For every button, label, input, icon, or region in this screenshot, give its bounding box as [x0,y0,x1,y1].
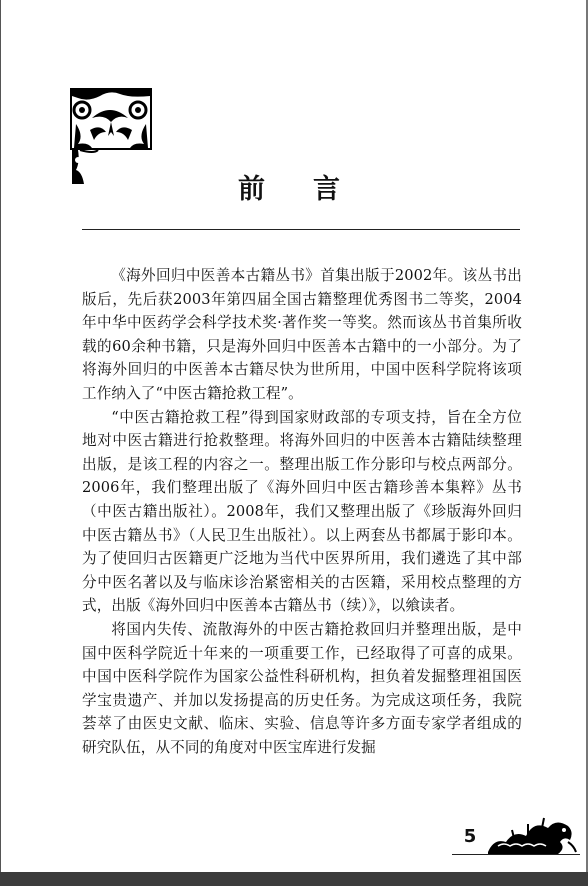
preface-body [82,264,522,759]
page-title [238,166,418,206]
title-rule [82,229,520,230]
page-number: 5 [463,826,477,847]
title-char-1: 前 [238,173,271,205]
page-edge-left [0,0,1,886]
dragon-ornament-icon [484,808,578,858]
bottom-edge-bar [0,872,588,886]
paragraph-3: 将国内失传、流散海外的中医古籍抢救回归并整理出版，是中国中医科学院近十年来的一项重要工作，已经取得了可喜的成果。中国中医科学院作为国家公益性科研机构，担负着发掘整理祖国医学宝贵遗产、并加以发扬提高的历史任务。为完成这项任务，我院荟萃了由医史文献、临床、实验、信息等许多方面专家学者组成的研究队伍，从不同的角度对中医宝库进行发掘 [82,620,522,756]
title-char-2: 言 [313,173,346,205]
paragraph-1: 《海外回归中医善本古籍丛书》首集出版于2002年。该丛书出版后，先后获2003年第四届全国古籍整理优秀图书二等奖，2004年中华中医药学会科学技术奖·著作奖一等奖。然而该丛书首集所收载的60余种书籍，只是海外回归中医善本古籍中的一小部分。为了将海外回归的中医善本古籍尽快为世所用，中国中医科学院将该项工作纳入了“中医古籍抢救工程”。 [82,267,522,402]
paragraph-2: “中医古籍抢救工程”得到国家财政部的专项支持，旨在全方位地对中医古籍进行抢救整理。将海外回归的中医善本古籍陆续整理出版，是该工程的内容之一。整理出版工作分影印与校点两部分。2006年，我们整理出版了《海外回归中医古籍珍善本集粹》丛书（中医古籍出版社）。2008年，我们又整理出版了《珍版海外回归中医古籍丛书》（人民卫生出版社）。以上两套丛书都属于影印本。为了使回归古医籍更广泛地为当代中医界所用，我们遴选了其中部分中医名著以及与临床诊治紧密相关的古医籍，采用校点整理的方式，出版《海外回归中医善本古籍丛书（续）》，以飨读者。 [82,408,522,615]
phoenix-cloud-ornament-icon [70,88,152,186]
